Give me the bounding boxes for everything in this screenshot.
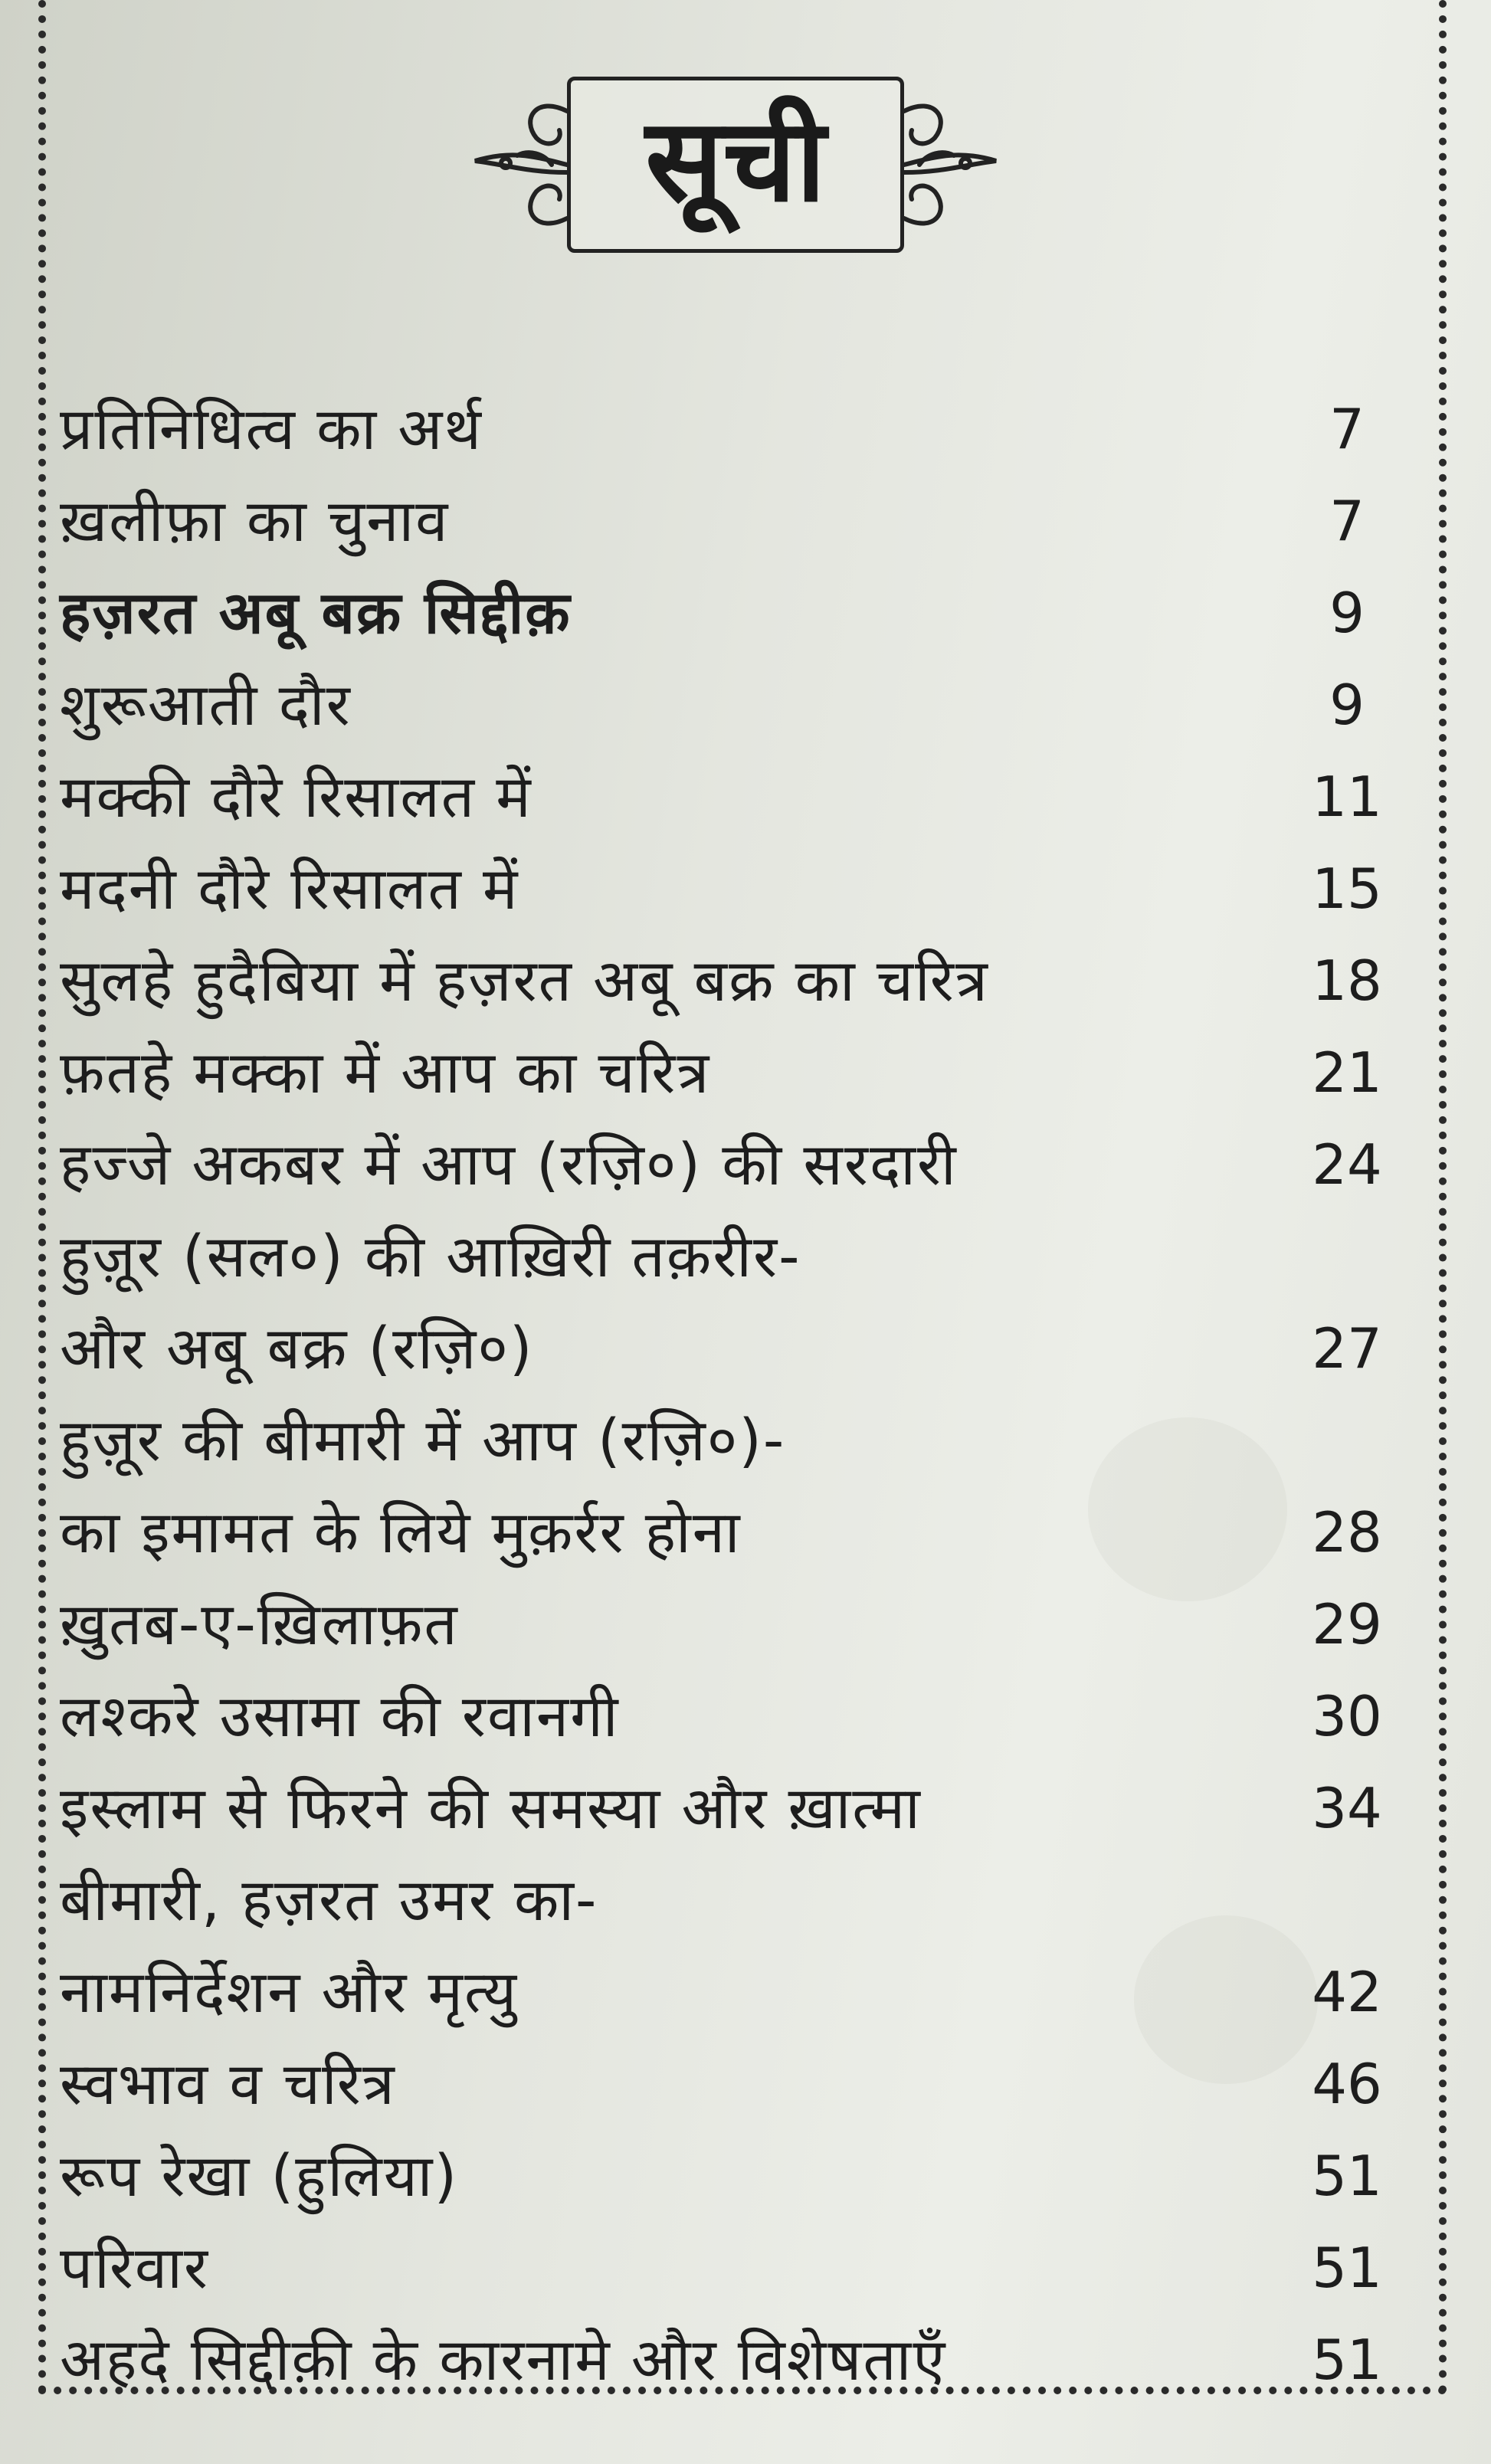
toc-entry[interactable] bbox=[60, 1582, 1408, 1674]
toc-entry[interactable] bbox=[60, 2042, 1408, 2134]
toc-entry[interactable] bbox=[60, 1030, 1408, 1122]
toc-entry[interactable] bbox=[60, 2226, 1408, 2318]
toc-entry-page: 27 bbox=[1312, 1316, 1382, 1381]
toc-entry-title: लश्करे उसामा की रवानगी bbox=[60, 1682, 620, 1750]
toc-entry[interactable] bbox=[60, 1306, 1408, 1398]
toc-entry-title: रूप रेखा (हुलिया) bbox=[60, 2141, 459, 2210]
toc-entry[interactable] bbox=[60, 1766, 1408, 1858]
toc-entry[interactable] bbox=[60, 1674, 1408, 1766]
toc-entry-title: परिवार bbox=[60, 2233, 209, 2302]
toc-entry-page: 7 bbox=[1329, 397, 1365, 461]
toc-entry-title: स्वभाव व चरित्र bbox=[60, 2050, 396, 2118]
toc-entry-page: 9 bbox=[1329, 673, 1365, 737]
toc-entry[interactable] bbox=[60, 847, 1408, 939]
toc-entry-title: हुज़ूर की बीमारी में आप (रज़ि०)- bbox=[60, 1406, 786, 1474]
toc-entry-page: 28 bbox=[1312, 1500, 1382, 1565]
toc-entry[interactable] bbox=[60, 1490, 1408, 1582]
toc-entry-title: अहदे सिद्दीक़ी के कारनामे और विशेषताएँ bbox=[60, 2325, 947, 2394]
toc-entry-title: मक्की दौरे रिसालत में bbox=[60, 762, 532, 831]
toc-entry-title: ख़ुतब-ए-ख़िलाफ़त bbox=[60, 1590, 459, 1658]
table-of-contents bbox=[60, 387, 1408, 2410]
toc-entry-title: सुलहे हुदैबिया में हज़रत अबू बक्र का चरित्र bbox=[60, 946, 989, 1014]
heading-ornament bbox=[460, 65, 1011, 272]
toc-entry-page: 30 bbox=[1312, 1684, 1382, 1748]
toc-entry[interactable] bbox=[60, 571, 1408, 663]
toc-entry-page: 46 bbox=[1312, 2052, 1382, 2116]
toc-entry-page: 42 bbox=[1312, 1960, 1382, 2024]
toc-entry-title: हज्जे अकबर में आप (रज़ि०) की सरदारी bbox=[60, 1130, 958, 1198]
page-title: सूची bbox=[645, 94, 826, 228]
toc-entry[interactable] bbox=[60, 1398, 1408, 1490]
toc-entry-title: फ़तहे मक्का में आप का चरित्र bbox=[60, 1038, 711, 1106]
toc-entry[interactable] bbox=[60, 2318, 1408, 2410]
toc-entry[interactable] bbox=[60, 755, 1408, 847]
toc-entry-page: 9 bbox=[1329, 581, 1365, 645]
toc-entry[interactable] bbox=[60, 663, 1408, 755]
toc-entry-page: 51 bbox=[1312, 2328, 1382, 2392]
toc-entry-title: इस्लाम से फिरने की समस्या और ख़ात्मा bbox=[60, 1774, 922, 1842]
toc-entry-page: 29 bbox=[1312, 1592, 1382, 1656]
toc-entry-title: हुज़ूर (सल०) की आख़िरी तक़रीर- bbox=[60, 1222, 801, 1290]
toc-entry[interactable] bbox=[60, 2134, 1408, 2226]
toc-entry-title: मदनी दौरे रिसालत में bbox=[60, 854, 519, 922]
toc-entry-title: बीमारी, हज़रत उमर का- bbox=[60, 1866, 598, 1934]
toc-entry-page: 11 bbox=[1312, 765, 1382, 829]
toc-entry[interactable] bbox=[60, 939, 1408, 1030]
toc-entry-title: प्रतिनिधित्व का अर्थ bbox=[60, 395, 483, 463]
toc-entry[interactable] bbox=[60, 1122, 1408, 1214]
toc-entry-page: 34 bbox=[1312, 1776, 1382, 1840]
toc-entry-title: नामनिर्देशन और मृत्यु bbox=[60, 1958, 519, 2026]
toc-entry[interactable] bbox=[60, 387, 1408, 479]
toc-entry-title: का इमामत के लिये मुक़र्रर होना bbox=[60, 1498, 742, 1566]
heading-box bbox=[567, 77, 904, 253]
toc-entry-page: 15 bbox=[1312, 857, 1382, 921]
toc-entry-page: 51 bbox=[1312, 2236, 1382, 2300]
toc-entry-page: 24 bbox=[1312, 1132, 1382, 1197]
toc-entry-title: ख़लीफ़ा का चुनाव bbox=[60, 487, 450, 555]
toc-entry-page: 18 bbox=[1312, 949, 1382, 1013]
toc-entry[interactable] bbox=[60, 479, 1408, 571]
toc-entry-page: 7 bbox=[1329, 489, 1365, 553]
toc-entry[interactable] bbox=[60, 1858, 1408, 1950]
toc-entry-title: हज़रत अबू बक्र सिद्दीक़ bbox=[60, 578, 572, 647]
toc-entry-page: 51 bbox=[1312, 2144, 1382, 2208]
toc-entry-page: 21 bbox=[1312, 1040, 1382, 1105]
toc-entry[interactable] bbox=[60, 1950, 1408, 2042]
toc-entry-title: और अबू बक्र (रज़ि०) bbox=[60, 1314, 534, 1382]
toc-entry-title: शुरूआती दौर bbox=[60, 670, 352, 739]
toc-entry[interactable] bbox=[60, 1214, 1408, 1306]
